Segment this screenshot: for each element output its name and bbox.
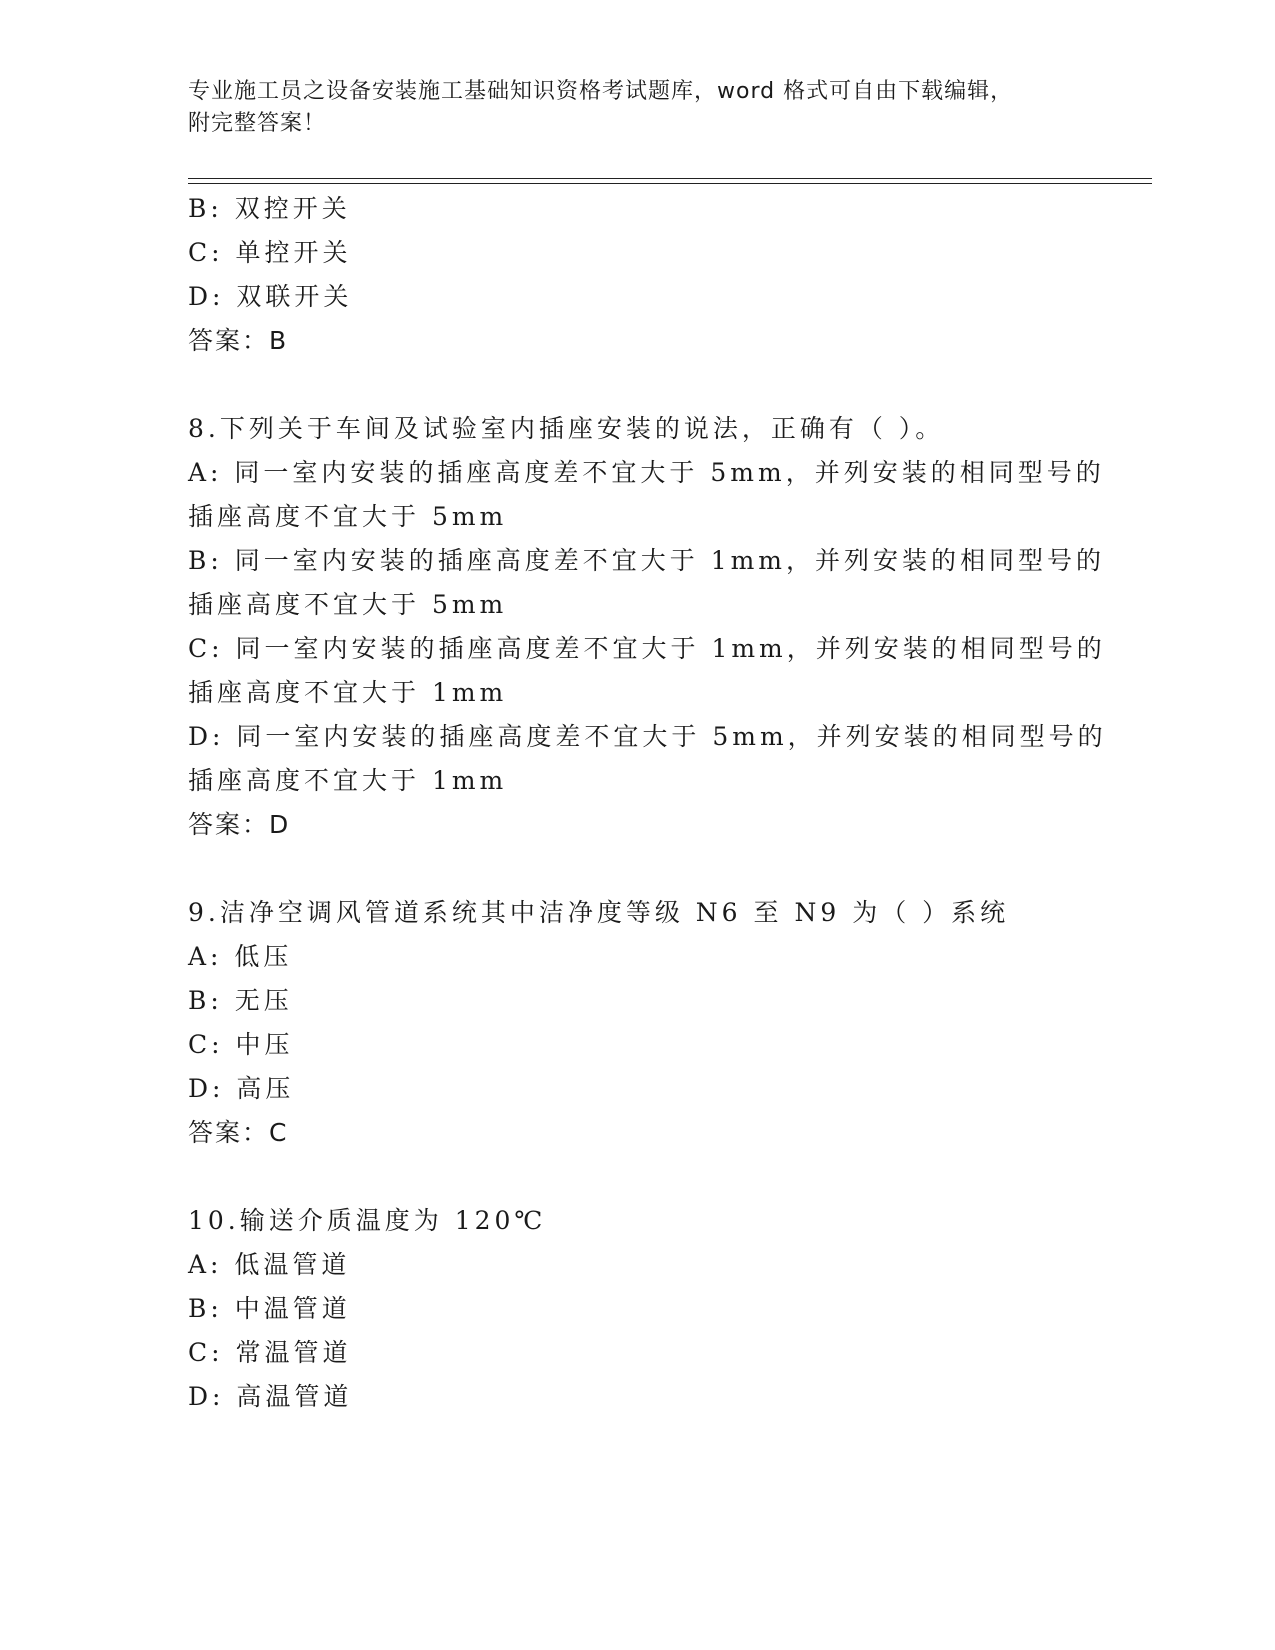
q9-option-d: D: 高压 bbox=[188, 1074, 295, 1103]
q10-option-d: D: 高温管道 bbox=[188, 1382, 353, 1411]
q8-option-c-line1: C: 同一室内安装的插座高度差不宜大于 1mm，并列安装的相同型号的 bbox=[188, 634, 1106, 663]
q7-answer: 答案：B bbox=[188, 326, 289, 355]
q10-option-b: B: 中温管道 bbox=[188, 1294, 351, 1323]
header-divider-top bbox=[188, 178, 1152, 179]
header-line-1: 专业施工员之设备安装施工基础知识资格考试题库，word 格式可自由下载编辑， bbox=[188, 79, 1014, 104]
q10-option-c: C: 常温管道 bbox=[188, 1338, 352, 1367]
q8-option-a-line2: 插座高度不宜大于 5mm bbox=[188, 502, 508, 531]
q8-option-c-line2: 插座高度不宜大于 1mm bbox=[188, 678, 508, 707]
q8-answer: 答案：D bbox=[188, 810, 291, 839]
q9-stem: 9.洁净空调风管道系统其中洁净度等级 N6 至 N9 为（ ）系统 bbox=[188, 898, 1010, 927]
q9-option-a: A: 低压 bbox=[188, 942, 293, 971]
q10-stem: 10.输送介质温度为 120℃ bbox=[188, 1206, 547, 1235]
header-line-2: 附完整答案！ bbox=[188, 111, 327, 136]
header-divider-bottom bbox=[188, 183, 1152, 184]
q8-stem: 8.下列关于车间及试验室内插座安装的说法，正确有（ ）。 bbox=[188, 414, 945, 443]
q9-option-b: B: 无压 bbox=[188, 986, 293, 1015]
q8-option-d-line2: 插座高度不宜大于 1mm bbox=[188, 766, 508, 795]
q7-option-d: D: 双联开关 bbox=[188, 282, 353, 311]
q8-option-d-line1: D: 同一室内安装的插座高度差不宜大于 5mm，并列安装的相同型号的 bbox=[188, 722, 1107, 751]
q8-option-a-line1: A: 同一室内安装的插座高度差不宜大于 5mm，并列安装的相同型号的 bbox=[188, 458, 1105, 487]
q9-answer: 答案：C bbox=[188, 1118, 289, 1147]
q10-option-a: A: 低温管道 bbox=[188, 1250, 351, 1279]
q8-option-b-line1: B: 同一室内安装的插座高度差不宜大于 1mm，并列安装的相同型号的 bbox=[188, 546, 1106, 575]
document-header bbox=[188, 76, 1088, 140]
q7-option-b: B: 双控开关 bbox=[188, 194, 351, 223]
q8-option-b-line2: 插座高度不宜大于 5mm bbox=[188, 590, 508, 619]
q7-option-c: C: 单控开关 bbox=[188, 238, 352, 267]
q9-option-c: C: 中压 bbox=[188, 1030, 294, 1059]
